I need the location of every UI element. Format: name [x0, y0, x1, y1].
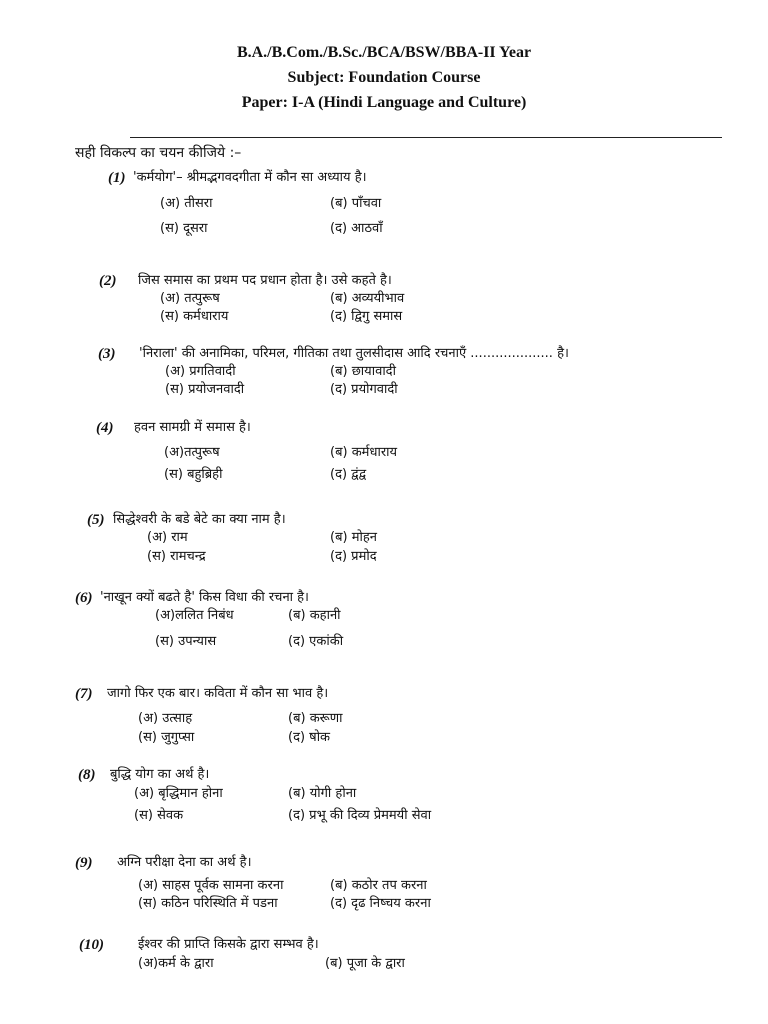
option-d: (द) षोक: [288, 730, 331, 745]
option-b: (ब) छायावादी: [330, 364, 396, 379]
question-number: (6): [75, 590, 93, 606]
option-c: (स) जुगुप्सा: [138, 730, 195, 745]
question-text: जागो फिर एक बार। कविता में कौन सा भाव है।: [107, 686, 329, 701]
question-number: (10): [79, 937, 104, 953]
option-b: (ब) योगी होना: [288, 786, 357, 801]
option-b: (ब) कठोर तप करना: [330, 878, 427, 893]
option-d: (द) द्वंद्व: [330, 467, 367, 482]
option-d: (द) एकांकी: [288, 634, 344, 649]
header-divider: [130, 137, 722, 138]
option-a: (अ) बृद्धिमान होना: [134, 786, 223, 801]
option-a: (अ) राम: [147, 530, 188, 545]
question-text: 'कर्मयोग'– श्रीमद्भगवदगीता में कौन सा अध्याय है।: [133, 170, 367, 185]
option-a: (अ)तत्पुरूष: [164, 445, 220, 460]
option-c: (स) रामचन्द्र: [147, 549, 206, 564]
option-a: (अ)ललित निबंध: [155, 608, 234, 623]
option-c: (स) उपन्यास: [155, 634, 217, 649]
question-number: (9): [75, 855, 93, 871]
question-number: (7): [75, 686, 93, 702]
option-b: (ब) पूजा के द्वारा: [325, 956, 405, 971]
option-a: (अ) प्रगतिवादी: [165, 364, 236, 379]
option-c: (स) कर्मधाराय: [160, 309, 229, 324]
option-b: (ब) पाँचवा: [330, 196, 382, 211]
option-b: (ब) कहानी: [288, 608, 341, 623]
question-text: ईश्वर की प्राप्ति किसके द्वारा सम्भव है।: [138, 937, 319, 952]
question-number: (2): [99, 273, 117, 289]
option-d: (द) प्रभू की दिव्य प्रेममयी सेवा: [288, 808, 432, 823]
instruction: सही विकल्प का चयन कीजिये :–: [75, 145, 242, 161]
option-b: (ब) अव्ययीभाव: [330, 291, 405, 306]
option-a: (अ) साहस पूर्वक सामना करना: [138, 878, 284, 893]
question-number: (3): [98, 346, 116, 362]
option-b: (ब) कर्मधाराय: [330, 445, 398, 460]
header-line-2: Subject: Foundation Course: [287, 69, 481, 86]
question-text: 'निराला' की अनामिका, परिमल, गीतिका तथा तुलसीदास आदि रचनाएँ .................... है।: [139, 346, 569, 361]
option-b: (ब) मोहन: [330, 530, 377, 545]
header-line-1: B.A./B.Com./B.Sc./BCA/BSW/BBA-II Year: [236, 44, 532, 61]
option-a: (अ) तीसरा: [160, 196, 213, 211]
option-c: (स) कठिन परिस्थिति में पडना: [138, 896, 278, 911]
option-a: (अ)कर्म के द्वारा: [138, 956, 214, 971]
option-b: (ब) करूणा: [288, 711, 343, 726]
question-text: बुद्धि योग का अर्थ है।: [110, 767, 210, 782]
option-d: (द) दृढ निष्चय करना: [330, 896, 431, 911]
question-number: (1): [108, 170, 126, 186]
option-d: (द) प्रमोद: [330, 549, 377, 564]
question-number: (4): [96, 420, 114, 436]
option-c: (स) प्रयोजनवादी: [165, 382, 245, 397]
question-number: (8): [78, 767, 96, 783]
option-a: (अ) तत्पुरूष: [160, 291, 220, 306]
question-text: 'नाखून क्यों बढते है' किस विधा की रचना है।: [100, 590, 309, 605]
option-a: (अ) उत्साह: [138, 711, 193, 726]
option-c: (स) सेवक: [134, 808, 184, 823]
question-text: हवन सामग्री में समास है।: [134, 420, 251, 435]
header-line-3: Paper: I-A (Hindi Language and Culture): [241, 94, 527, 111]
question-text: सिद्धेश्वरी के बडे बेटे का क्या नाम है।: [113, 512, 286, 527]
question-number: (5): [87, 512, 105, 528]
option-d: (द) आठवाँ: [330, 221, 383, 236]
question-text: जिस समास का प्रथम पद प्रधान होता है। उसे कहते है।: [138, 273, 392, 288]
option-d: (द) प्रयोगवादी: [330, 382, 398, 397]
option-c: (स) बहुब्रिही: [164, 467, 223, 482]
option-c: (स) दूसरा: [160, 221, 208, 236]
option-d: (द) द्विगु समास: [330, 309, 403, 324]
question-text: अग्नि परीक्षा देना का अर्थ है।: [117, 855, 252, 870]
